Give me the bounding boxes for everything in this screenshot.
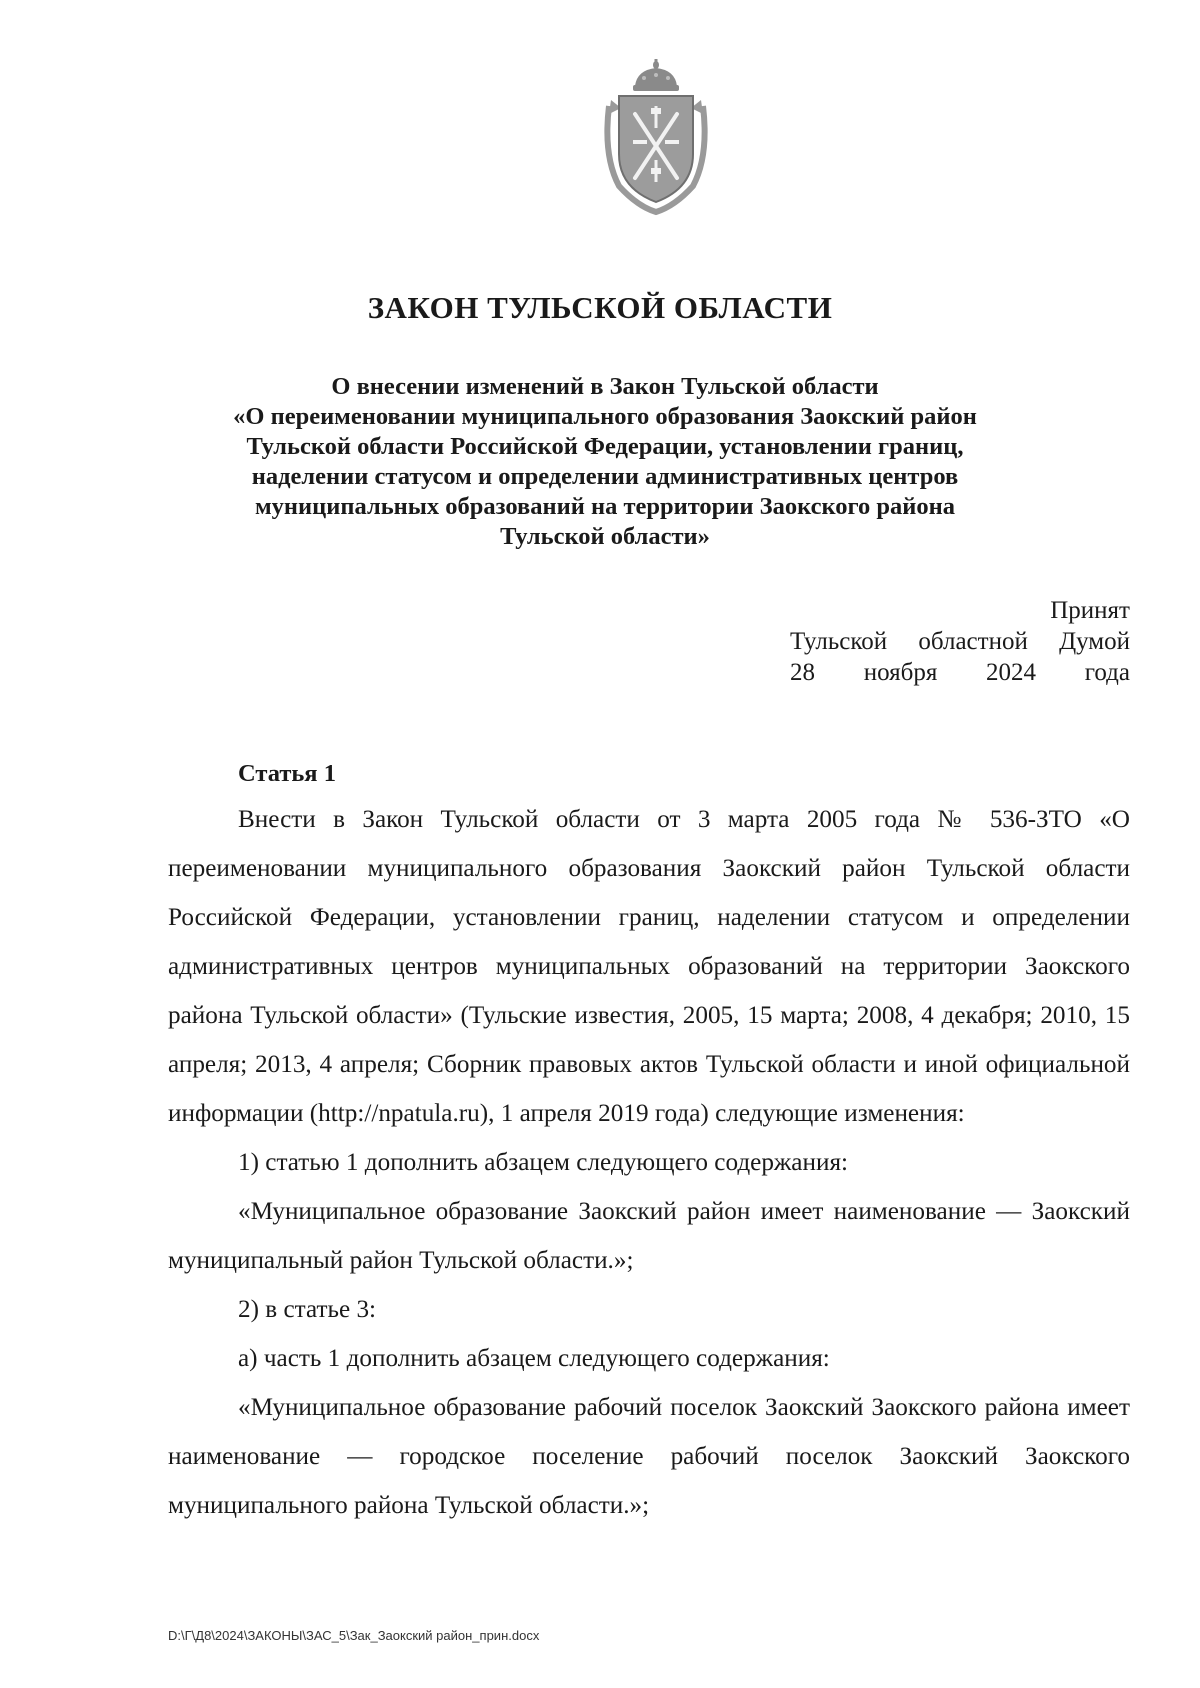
subtitle-line: Тульской области» — [500, 523, 710, 550]
subtitle-line: муниципальных образований на территории Заокского района — [254, 493, 956, 520]
tula-coat-of-arms-icon — [597, 56, 715, 216]
article-paragraph: 2) в статье 3: — [238, 1296, 377, 1323]
subtitle-line: Тульской области Российской Федерации, установлении границ, — [246, 433, 964, 460]
subtitle-line: О внесении изменений в Закон Тульской области — [331, 373, 879, 400]
article-paragraph: «Муниципальное образование Заокский район имеет наименование — Заокский муниципальный район Тульской области.»; — [168, 1198, 1130, 1274]
adoption-date — [790, 657, 1130, 688]
adopted-by: Тульской областной Думой — [790, 628, 1130, 655]
adoption-year: 2024 — [986, 659, 1037, 686]
adopted-label: Принят — [1050, 597, 1130, 624]
adoption-block — [790, 595, 1130, 688]
article-paragraph: 1) статью 1 дополнить абзацем следующего содержания: — [238, 1149, 849, 1176]
article-paragraph: «Муниципальное образование рабочий поселок Заокский Заокского района имеет наименование — городское поселение рабочий поселок Заокский Заокского муниципального района Тульской области.»; — [168, 1394, 1130, 1519]
article-paragraph: Внести в Закон Тульской области от 3 марта 2005 года № 536-ЗТО «О переименовании муниципального образования Заокский район Тульской области Российской Федерации, установлении границ, наделении статусом и определении административных центров муниципальных образований на территории Заокского района Тульской области» (Тульские известия, 2005, 15 марта; 2008, 4 декабря; 2010, 15 апреля; 2013, 4 апреля; Сборник правовых актов Тульской области и иной официальной информации (http://npatula.ru), 1 апреля 2019 года) следующие изменения: — [168, 806, 1130, 1127]
article-title: Статья 1 — [238, 760, 336, 787]
law-title: ЗАКОН ТУЛЬСКОЙ ОБЛАСТИ — [367, 290, 833, 325]
subtitle-line: «О переименовании муниципального образования Заокский район — [233, 403, 977, 430]
file-path-footer: D:\Г\Д8\2024\ЗАКОНЫ\ЗАС_5\Зак_Заокский район_прин.docx — [168, 1628, 540, 1643]
subtitle-line: наделении статусом и определении административных центров — [251, 463, 959, 490]
adoption-year-word: года — [1084, 659, 1130, 686]
adoption-month: ноября — [863, 659, 938, 686]
law-subtitle — [180, 372, 1030, 552]
adoption-day: 28 — [790, 659, 815, 686]
article-body — [168, 795, 1130, 1530]
article-paragraph: а) часть 1 дополнить абзацем следующего содержания: — [238, 1345, 830, 1372]
